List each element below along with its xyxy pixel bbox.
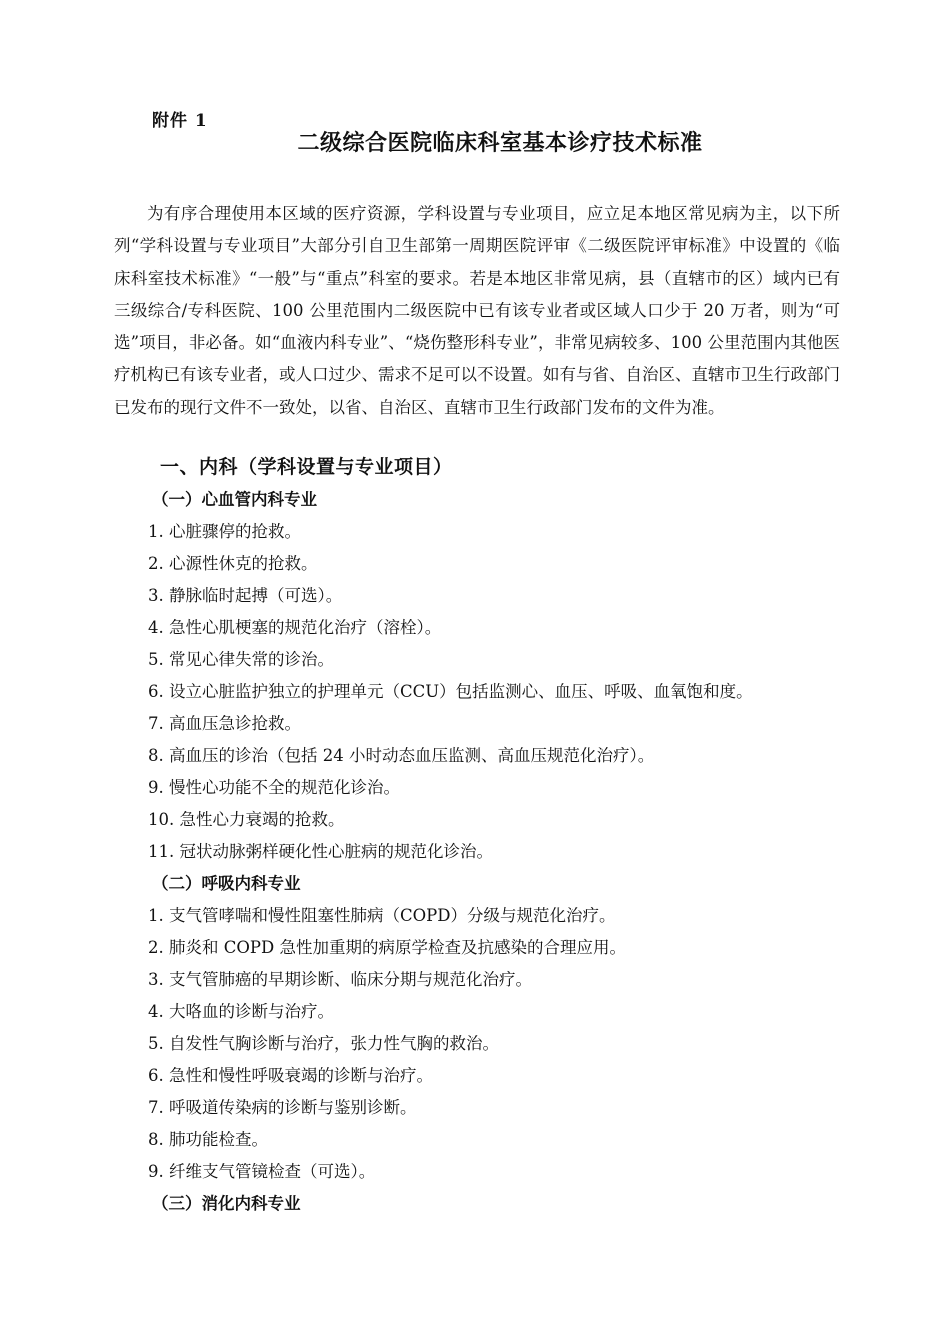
item-list <box>148 900 848 1188</box>
list-item: 6. 急性和慢性呼吸衰竭的诊断与治疗。 <box>148 1066 433 1085</box>
subsection-gastroenterology <box>148 1188 848 1220</box>
list-item: 9. 慢性心功能不全的规范化诊治。 <box>148 778 400 797</box>
list-item: 8. 肺功能检查。 <box>148 1130 268 1149</box>
list-item: 9. 纤维支气管镜检查（可选）。 <box>148 1162 376 1181</box>
list-item: 6. 设立心脏监护独立的护理单元（CCU）包括监测心、血压、呼吸、血氧饱和度。 <box>148 682 753 701</box>
page-title: 二级综合医院临床科室基本诊疗技术标准 <box>297 130 703 156</box>
list-item: 1. 心脏骤停的抢救。 <box>148 522 301 541</box>
list-item: 2. 心源性休克的抢救。 <box>148 554 318 573</box>
intro-paragraph: 为有序合理使用本区域的医疗资源，学科设置与专业项目，应立足本地区常见病为主，以下所列“学科设置与专业项目”大部分引自卫生部第一周期医院评审《二级医院评审标准》中设置的《临床科室技术标准》“一般”与“重点”科室的要求。若是本地区非常见病，县（直辖市的区）域内已有三级综合/专科医院、100 公里范围内二级医院中已有该专业者或区域人口少于 20 万者，则为“可选”项目，非必备。如“血液内科专业”、“烧伤整形科专业”，非常见病较多、100 公里范围内其他医疗机构已有该专业者，或人口过少、需求不足可以不设置。如有与省、自治区、直辖市卫生行政部门已发布的现行文件不一致处，以省、自治区、直辖市卫生行政部门发布的文件为准。 <box>114 204 840 417</box>
subsection-title: （一）心血管内科专业 <box>152 490 317 509</box>
list-item: 11. 冠状动脉粥样硬化性心脏病的规范化诊治。 <box>148 842 493 861</box>
list-item: 3. 支气管肺癌的早期诊断、临床分期与规范化治疗。 <box>148 970 532 989</box>
attachment-label: 附件 1 <box>152 111 208 131</box>
list-item: 5. 自发性气胸诊断与治疗，张力性气胸的救治。 <box>148 1034 499 1053</box>
list-item: 5. 常见心律失常的诊治。 <box>148 650 334 669</box>
list-item: 4. 大咯血的诊断与治疗。 <box>148 1002 334 1021</box>
list-item: 4. 急性心肌梗塞的规范化治疗（溶栓）。 <box>148 618 442 637</box>
subsection-title: （三）消化内科专业 <box>152 1194 301 1213</box>
list-item: 3. 静脉临时起搏（可选）。 <box>148 586 343 605</box>
list-item: 7. 高血压急诊抢救。 <box>148 714 301 733</box>
list-item: 8. 高血压的诊治（包括 24 小时动态血压监测、高血压规范化治疗）。 <box>148 746 655 765</box>
subsection-respiratory <box>148 868 848 1188</box>
subsection-cardiology <box>148 484 848 868</box>
section-heading-internal-medicine: 一、内科（学科设置与专业项目） <box>160 456 453 478</box>
subsection-title: （二）呼吸内科专业 <box>152 874 301 893</box>
list-item: 10. 急性心力衰竭的抢救。 <box>148 810 345 829</box>
list-item: 2. 肺炎和 COPD 急性加重期的病原学检查及抗感染的合理应用。 <box>148 938 626 957</box>
list-item: 1. 支气管哮喘和慢性阻塞性肺病（COPD）分级与规范化治疗。 <box>148 906 616 925</box>
list-item: 7. 呼吸道传染病的诊断与鉴别诊断。 <box>148 1098 417 1117</box>
item-list <box>148 516 848 868</box>
